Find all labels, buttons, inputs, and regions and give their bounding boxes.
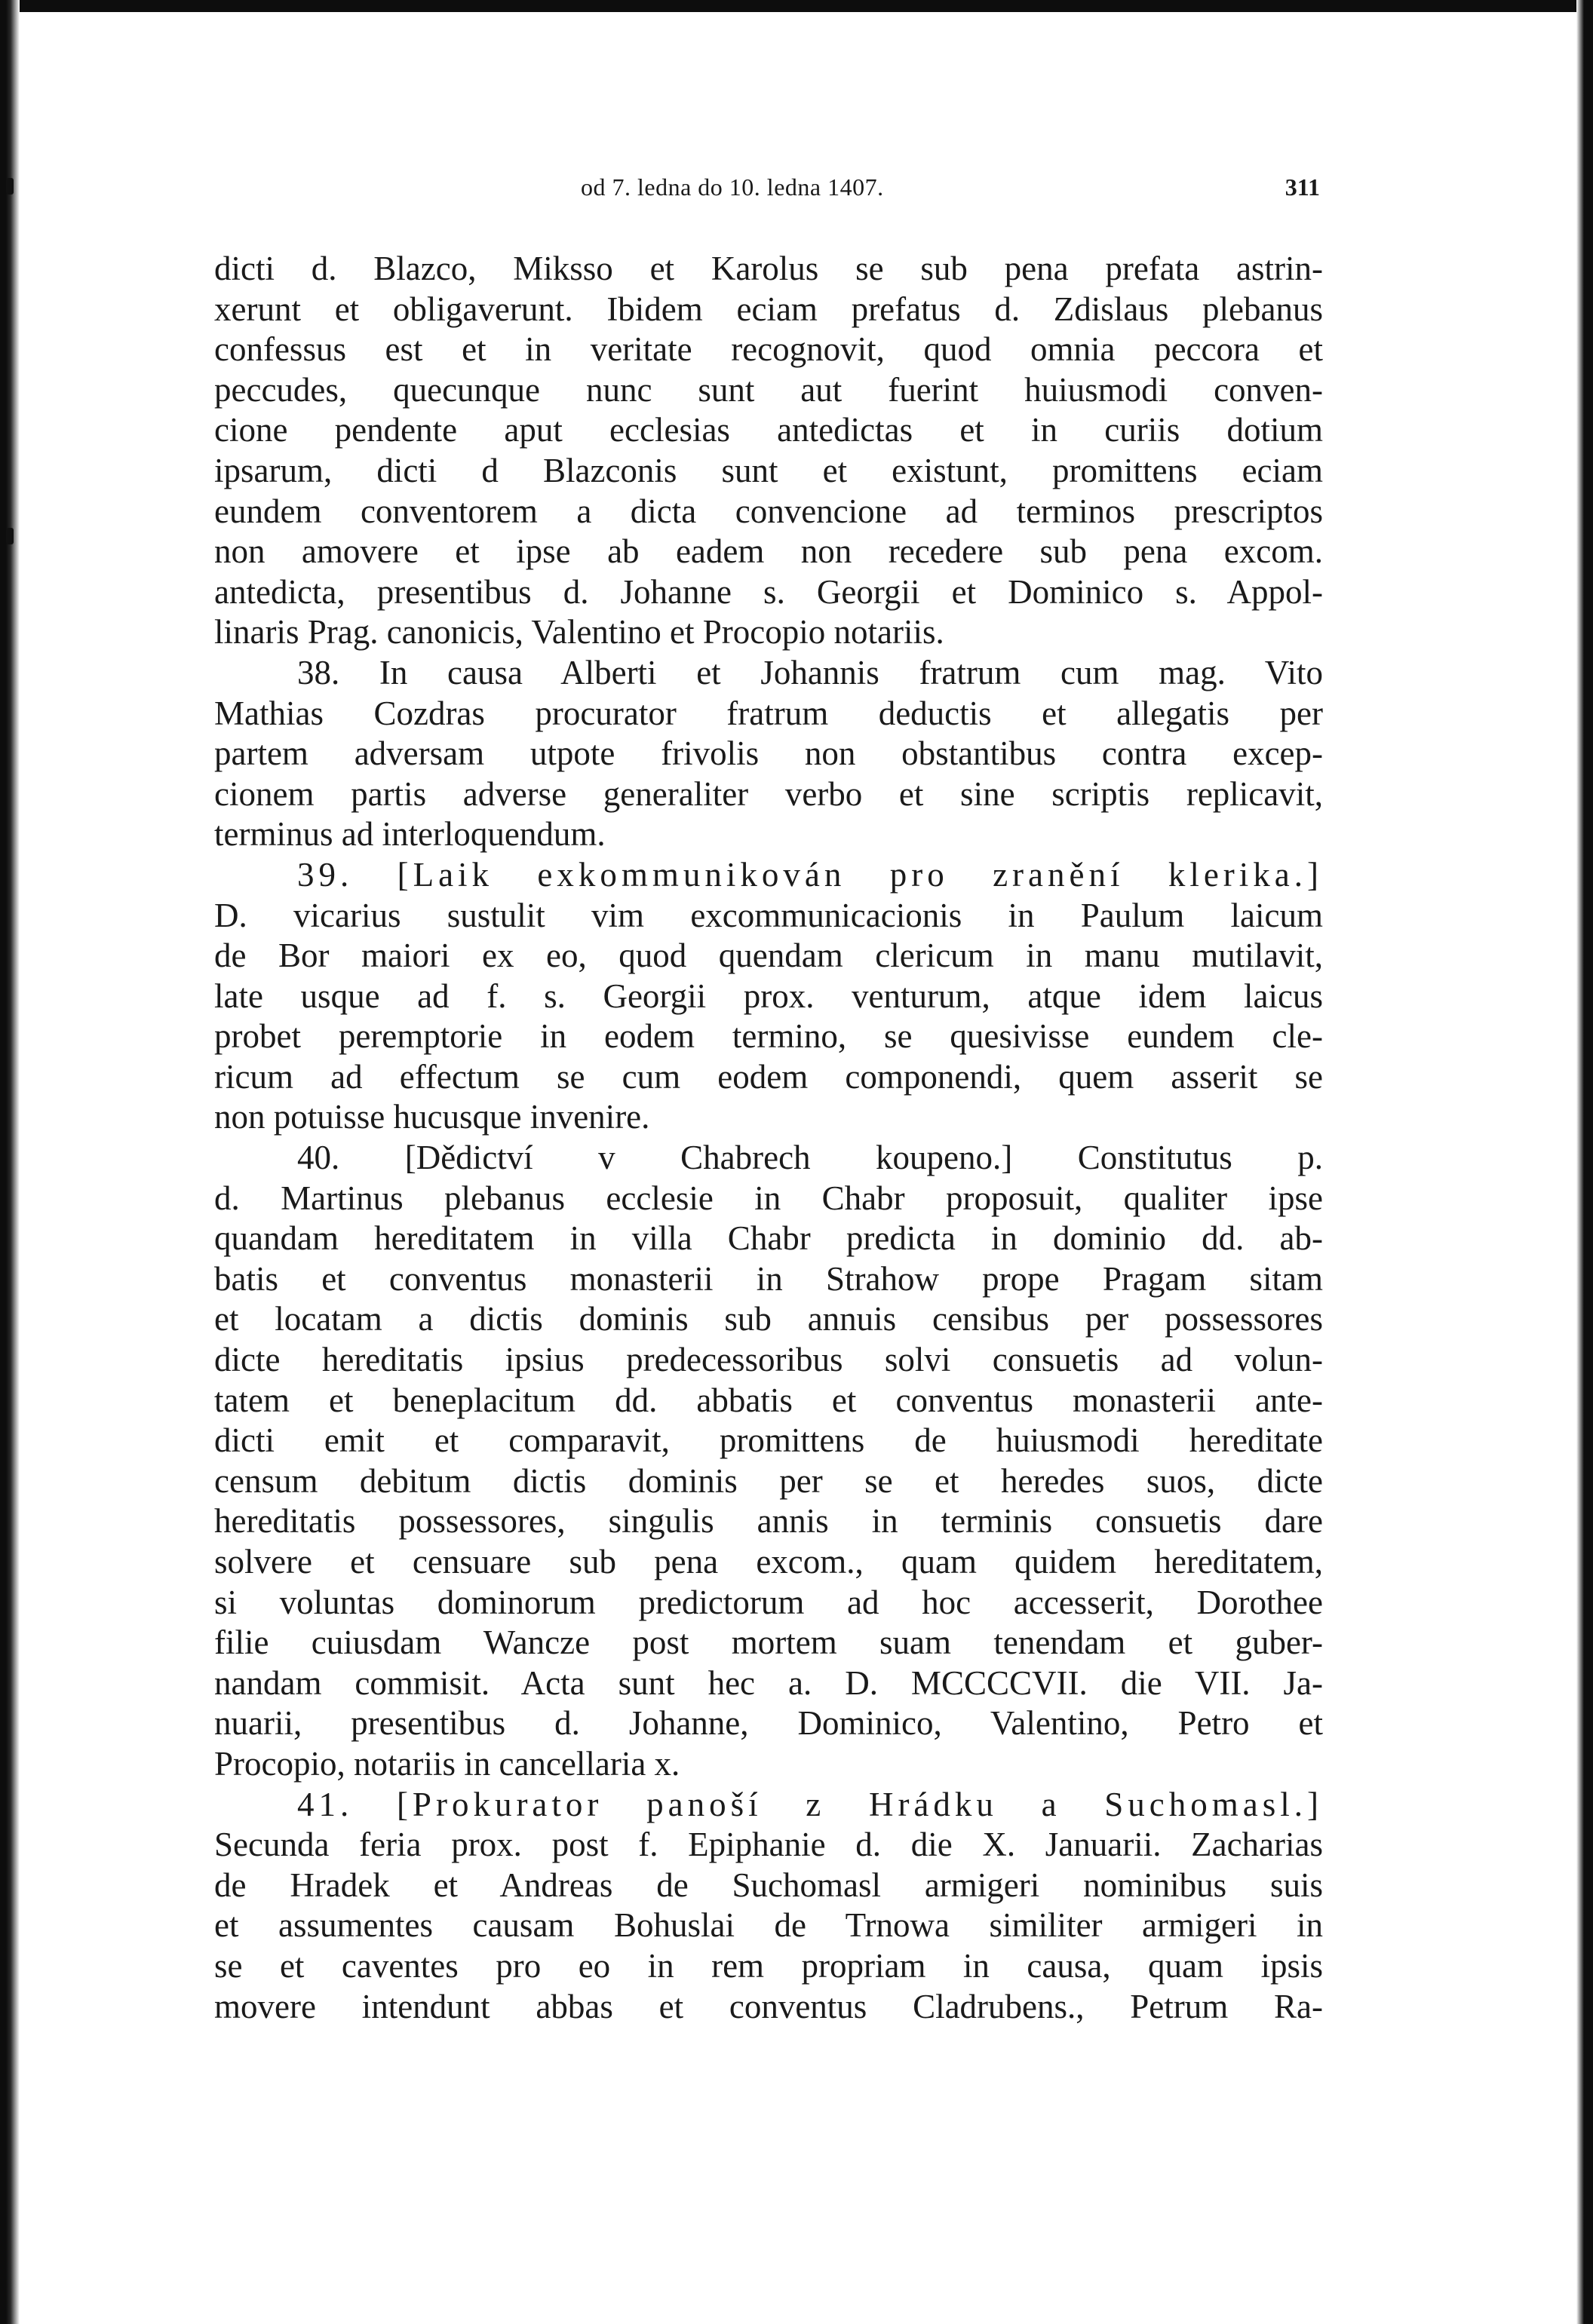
text-line: linaris Prag. canonicis, Valentino et Procopio notariis. [214,613,944,652]
text-line: dicte hereditatis ipsius predecessoribus solvi consuetis ad volun- [214,1341,1323,1379]
text-line: eundem conventorem a dicta convencione ad terminos prescriptos [214,492,1323,530]
paragraph-39-heading: 39. [Laik exkommunikován pro zranění klerika.] [297,855,1323,894]
text-line: et assumentes causam Bohuslai de Trnowa similiter armigeri in [214,1906,1323,1945]
page-body [214,249,1323,2027]
text-line: peccudes, quecunque nunc sunt aut fuerint huiusmodi conven- [214,370,1323,409]
running-title: od 7. ledna do 10. ledna 1407. [581,173,884,201]
text-line: Secunda feria prox. post f. Epiphanie d. die X. Januarii. Zacharias [214,1826,1323,1864]
text-line: si voluntas dominorum predictorum ad hoc accesserit, Dorothee [214,1583,1323,1621]
text-line: confessus est et in veritate recognovit, quod omnia peccora et [214,330,1323,369]
text-line: d. Martinus plebanus ecclesie in Chabr proposuit, qualiter ipse [214,1179,1323,1217]
page-header [211,167,1320,205]
text-line: nandam commisit. Acta sunt hec a. D. MCCCCVII. die VII. Ja- [214,1663,1323,1702]
text-line: antedicta, presentibus d. Johanne s. Georgii et Dominico s. Appol- [214,572,1323,611]
text-line: probet peremptorie in eodem termino, se quesivisse eundem cle- [214,1017,1323,1056]
text-line: filie cuiusdam Wancze post mortem suam tenendam et guber- [214,1623,1323,1662]
text-line: dicti emit et comparavit, promittens de huiusmodi hereditate [214,1421,1323,1460]
binding-mark [6,178,14,195]
text-line: Mathias Cozdras procurator fratrum deductis et allegatis per [214,694,1323,732]
text-line: nuarii, presentibus d. Johanne, Dominico, Valentino, Petro et [214,1704,1323,1743]
text-line: se et caventes pro eo in rem propriam in causa, quam ipsis [214,1946,1323,1985]
text-line: cione pendente aput ecclesias antedictas et in curiis dotium [214,411,1323,449]
text-line: tatem et beneplacitum dd. abbatis et conventus monasterii ante- [214,1381,1323,1419]
text-line: partem adversam utpote frivolis non obstantibus contra excep- [214,734,1323,773]
text-line: solvere et censuare sub pena excom., quam quidem hereditatem, [214,1543,1323,1581]
text-line: de Bor maiori ex eo, quod quendam clericum in manu mutilavit, [214,937,1323,975]
text-line: quandam hereditatem in villa Chabr predicta in dominio dd. ab- [214,1219,1323,1258]
scan-border-right [1576,0,1593,2324]
text-line: terminus ad interloquendum. [214,815,606,854]
scan-border-left [0,0,20,2324]
paragraph-40-heading: 40. [Dědictví v Chabrech koupeno.] Constitutus p. [297,1139,1323,1177]
text-line: cionem partis adverse generaliter verbo et sine scriptis replicavit, [214,774,1323,813]
text-line: batis et conventus monasterii in Strahow prope Pragam sitam [214,1259,1323,1298]
scan-border-top [0,0,1593,12]
paragraph-41-heading: 41. [Prokurator panoší z Hrádku a Suchomasl.] [297,1785,1323,1823]
text-line: xerunt et obligaverunt. Ibidem eciam prefatus d. Zdislaus plebanus [214,290,1323,328]
text-line: ricum ad effectum se cum eodem componendi, quem asserit se [214,1057,1323,1096]
text-line: de Hradek et Andreas de Suchomasl armigeri nominibus suis [214,1866,1323,1904]
binding-mark [6,528,14,544]
paragraph-38-start: 38. In causa Alberti et Johannis fratrum cum mag. Vito [297,653,1323,691]
text-line: dicti d. Blazco, Miksso et Karolus se sub pena prefata astrin- [214,250,1323,287]
page-number: 311 [1285,173,1320,201]
text-line: non amovere et ipse ab eadem non recedere sub pena excom. [214,532,1323,571]
text-line: ipsarum, dicti d Blazconis sunt et existunt, promittens eciam [214,451,1323,489]
text-line: D. vicarius sustulit vim excommunicacionis in Paulum laicum [214,896,1323,934]
text-line: movere intendunt abbas et conventus Cladrubens., Petrum Ra- [214,1987,1323,2025]
text-line: hereditatis possessores, singulis annis in terminis consuetis dare [214,1502,1323,1541]
text-line: et locatam a dictis dominis sub annuis censibus per possessores [214,1300,1323,1338]
text-line: late usque ad f. s. Georgii prox. venturum, atque idem laicus [214,977,1323,1015]
text-line: non potuisse hucusque invenire. [214,1098,650,1136]
text-line: Procopio, notariis in cancellaria x. [214,1744,680,1783]
text-line: censum debitum dictis dominis per se et heredes suos, dicte [214,1461,1323,1500]
